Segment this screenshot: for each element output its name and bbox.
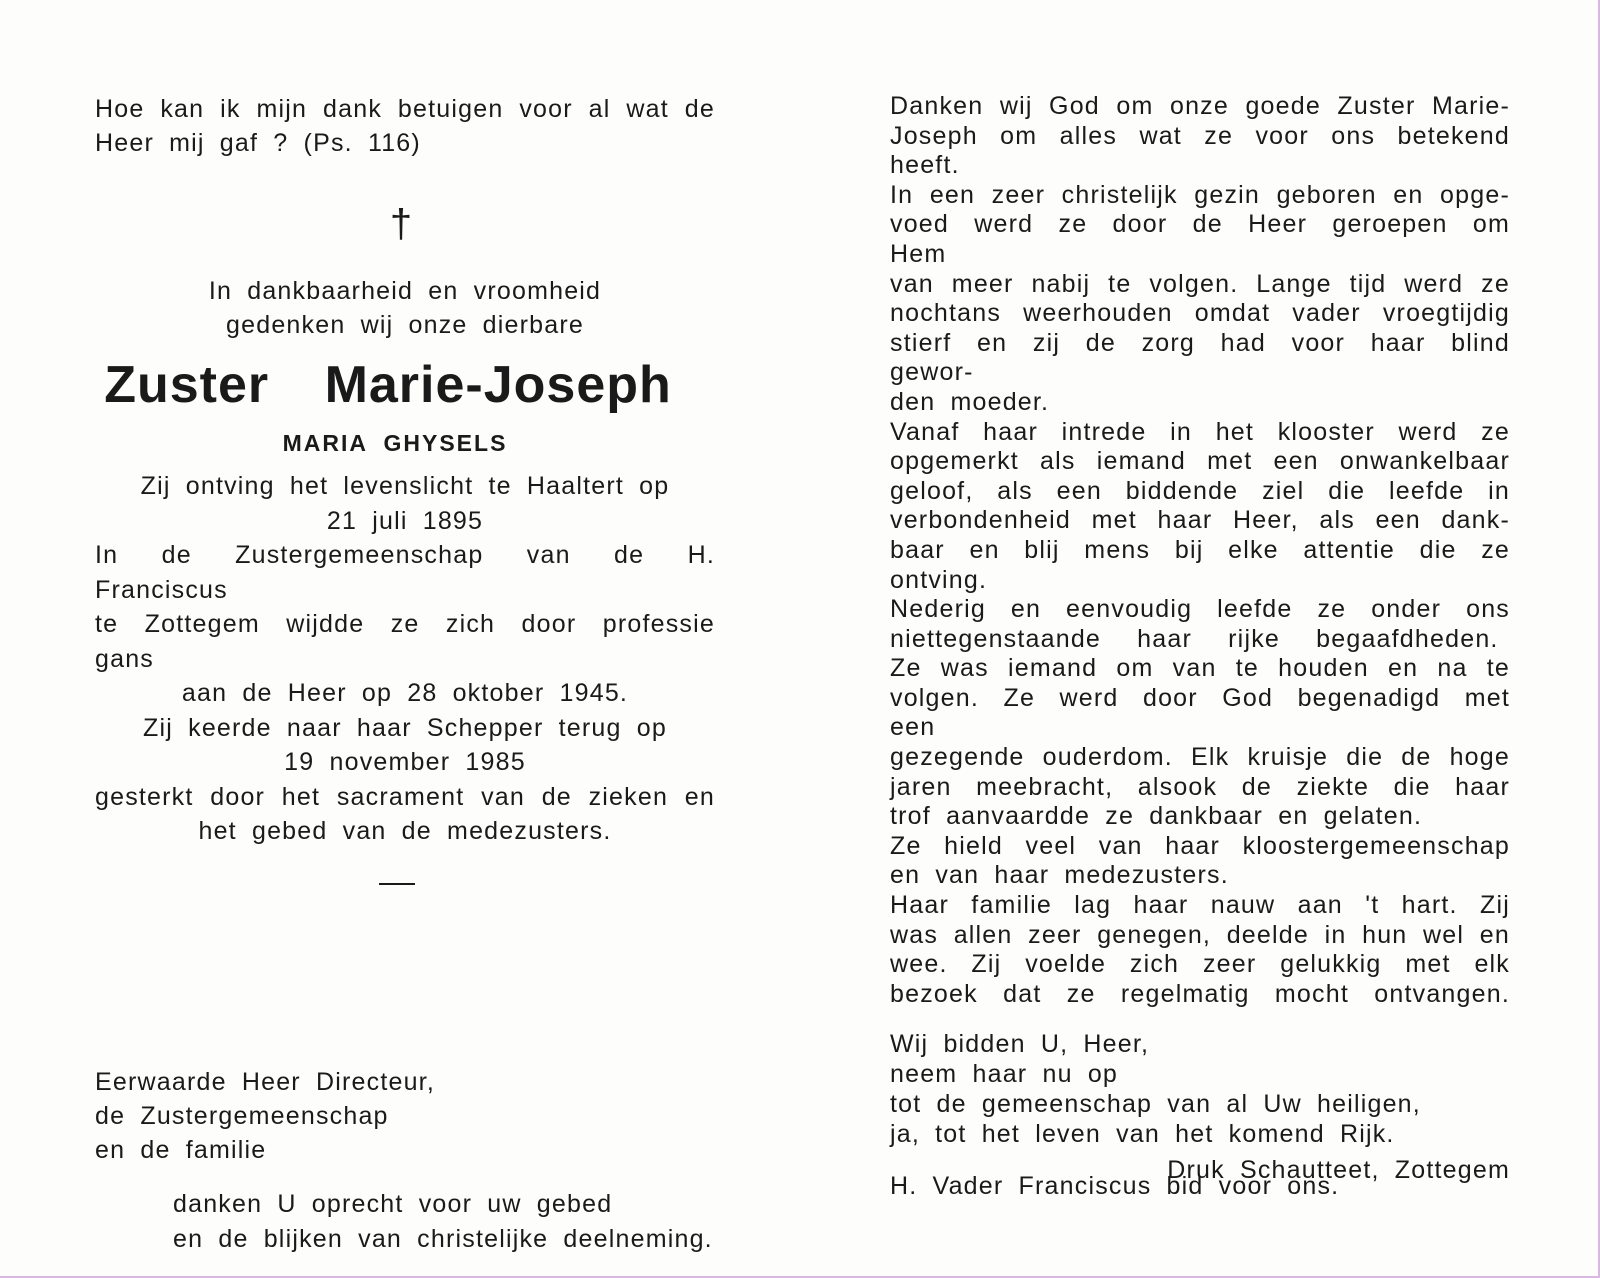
eulogy-line-5: van meer nabij te volgen. Lange tijd werd ze (890, 269, 1510, 298)
intro-line-1: In dankbaarheid en vroomheid (208, 277, 602, 305)
left-panel (95, 92, 715, 1257)
psalm-line-2: Heer mij gaf ? (Ps. 116) (95, 129, 421, 157)
psalm-line-1: Hoe kan ik mijn dank betuigen voor al wat de (95, 95, 715, 123)
eulogy-line-4: voed werd ze door de Heer geroepen om Hem (890, 210, 1510, 268)
eulogy-line-20: jaren meebracht, alsook de ziekte die haar (890, 772, 1510, 801)
eulogy-line-24: Haar familie lag haar nauw aan 't hart. Zij (890, 891, 1510, 920)
eulogy-line-7: stierf en zij de zorg had voor haar blind gewor- (890, 328, 1510, 387)
biography (95, 469, 715, 849)
eulogy-line-6: nochtans weerhouden omdat vader vroegtijdig (890, 299, 1510, 328)
intro (95, 274, 715, 342)
printer-line: Druk Schautteet, Zottegem (1167, 1156, 1510, 1184)
psalm-quote (95, 92, 715, 160)
eulogy-line-14: ontving. (890, 565, 988, 594)
intro-line-2: gedenken wij onze dierbare (226, 311, 584, 339)
printer-credit (1167, 1153, 1510, 1187)
family-line-1: Eerwaarde Heer Directeur, (95, 1067, 435, 1096)
eulogy-line-12: verbondenheid met haar Heer, als een dank- (890, 506, 1510, 535)
thanks-line-1: danken U oprecht voor uw gebed (173, 1189, 613, 1218)
thanks-note (95, 1187, 715, 1257)
eulogy-line-18: volgen. Ze werd door God begenadigd met een (890, 683, 1510, 742)
eulogy-line-13: baar en blij mens bij elke attentie die ze (890, 535, 1510, 564)
eulogy-line-1: Danken wij God om onze goede Zuster Marie- (890, 92, 1510, 120)
cross-icon: † (389, 202, 413, 246)
invocation-line: H. Vader Franciscus bid voor ons. (890, 1172, 1340, 1201)
family-line-2: de Zustergemeenschap (95, 1101, 389, 1130)
eulogy-line-11: geloof, als een biddende ziel die leefde in (890, 476, 1510, 505)
eulogy-line-19: gezegende ouderdom. Elk kruisje die de hoge (890, 743, 1510, 772)
thanks-line-2: en de blijken van christelijke deelneming. (173, 1224, 713, 1253)
eulogy-line-27: bezoek dat ze regelmatig mocht ontvangen. (890, 979, 1510, 1008)
eulogy-line-23: en van haar medezusters. (890, 861, 1229, 890)
prayer-line-2: neem haar nu op (890, 1060, 1119, 1089)
bio-line-8: gesterkt door het sacrament van de zieken en (95, 782, 715, 811)
eulogy-line-2: Joseph om alles wat ze voor ons betekend heeft. (890, 121, 1510, 180)
prayer-line-3: tot de gemeenschap van al Uw heiligen, (890, 1090, 1421, 1119)
civil-name: MARIA GHYSELS (282, 430, 508, 456)
eulogy-line-10: opgemerkt als iemand met een onwankelbaar (890, 447, 1510, 476)
eulogy-line-8: den moeder. (890, 387, 1050, 416)
eulogy-line-15: Nederig en eenvoudig leefde ze onder ons (890, 595, 1510, 624)
prayer-line-1: Wij bidden U, Heer, (890, 1030, 1150, 1059)
bio-line-5: aan de Heer op 28 oktober 1945. (181, 679, 629, 707)
bio-line-2: 21 juli 1895 (326, 506, 484, 535)
eulogy-line-26: wee. Zij voelde zich zeer gelukkig met elk (890, 950, 1510, 979)
divider (379, 883, 415, 885)
eulogy-line-22: Ze hield veel van haar kloostergemeenschap (890, 831, 1510, 860)
eulogy-text (890, 92, 1510, 1009)
bio-line-6: Zij keerde naar haar Schepper terug op (143, 713, 667, 742)
bio-line-4: te Zottegem wijdde ze zich door professie gans (95, 610, 715, 673)
bio-line-1: Zij ontving het levenslicht te Haaltert op (140, 472, 670, 500)
eulogy-line-3: In een zeer christelijk gezin geboren en opge- (890, 180, 1510, 209)
family-line-3: en de familie (95, 1135, 267, 1164)
eulogy-line-17: Ze was iemand om van te houden en na te (890, 654, 1510, 683)
religious-name: Zuster Marie-Joseph (104, 356, 672, 414)
bio-line-9: het gebed van de medezusters. (198, 817, 612, 845)
bio-line-3: In de Zustergemeenschap van de H. Franciscus (95, 541, 715, 604)
eulogy-line-21: trof aanvaardde ze dankbaar en gelaten. (890, 802, 1423, 831)
prayer (890, 1029, 1510, 1149)
bio-line-7: 19 november 1985 (284, 748, 526, 776)
family-signature (95, 1065, 715, 1167)
eulogy-line-16: niettegenstaande haar rijke begaafdheden. (890, 624, 1499, 653)
right-panel (890, 92, 1510, 1203)
eulogy-line-9: Vanaf haar intrede in het klooster werd ze (890, 417, 1510, 446)
prayer-line-4: ja, tot het leven van het komend Rijk. (890, 1120, 1395, 1149)
eulogy-line-25: was allen zeer genegen, deelde in hun wel en (890, 920, 1510, 949)
